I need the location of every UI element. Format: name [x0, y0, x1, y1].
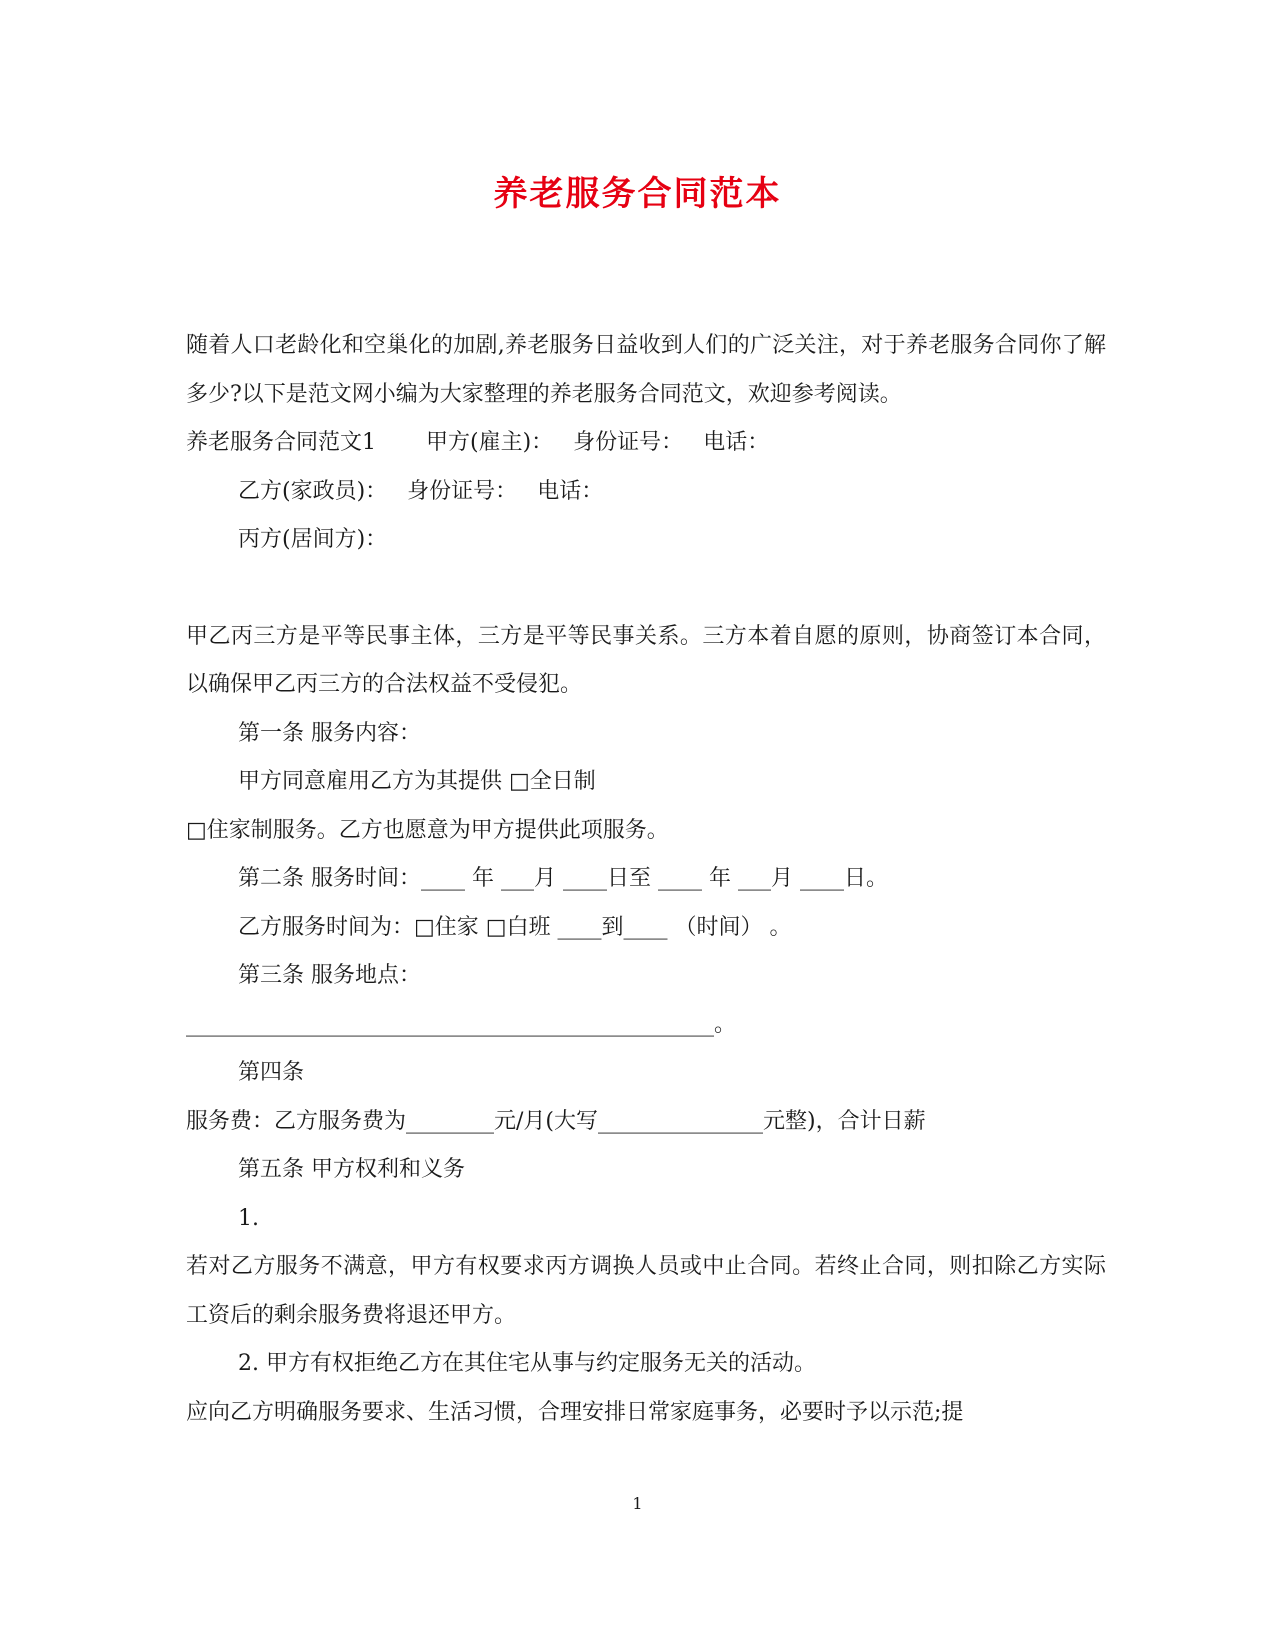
- document-body: [186, 322, 1106, 1437]
- article-1-line-2: □住家制服务。乙方也愿意为甲方提供此项服务。: [186, 817, 669, 843]
- contract-heading-line: [186, 419, 1106, 468]
- article-5-item-1: 若对乙方服务不满意，甲方有权要求丙方调换人员或中止合同。若终止合同，则扣除乙方实际工资后的剩余服务费将退还甲方。: [186, 1254, 1106, 1328]
- article-5-title: 第五条 甲方权利和义务: [238, 1157, 465, 1182]
- party-a-phone-label: 电话：: [703, 430, 770, 455]
- party-c-line: 丙方(居间方)：: [238, 527, 388, 552]
- page-number: 1: [632, 1494, 643, 1513]
- spacer: [186, 565, 1106, 613]
- party-b-line: [186, 468, 1106, 517]
- article-5-item-1-number: 1.: [238, 1205, 259, 1231]
- article-1-line-1: 甲方同意雇用乙方为其提供 □全日制: [238, 769, 596, 794]
- equality-paragraph: 甲乙丙三方是平等民事主体，三方是平等民事关系。三方本着自愿的原则，协商签订本合同，以确保甲乙丙三方的合法权益不受侵犯。: [186, 623, 1106, 697]
- intro-paragraph: 随着人口老龄化和空巢化的加剧,养老服务日益收到人们的广泛关注，对于养老服务合同你了解多少?以下是范文网小编为大家整理的养老服务合同范文，欢迎参考阅读。: [186, 333, 1106, 407]
- article-2-line: 第二条 服务时间：____ 年 ___月 ____日至 ____ 年 ___月 ____日。: [238, 866, 888, 891]
- party-b-label: 乙方(家政员)：: [238, 478, 388, 504]
- article-5-continuation: 应向乙方明确服务要求、生活习惯，合理安排日常家庭事务，必要时予以示范;提: [186, 1399, 964, 1425]
- party-b-id-label: 身份证号：: [407, 478, 518, 504]
- article-3-blank: ________________________________________________。: [186, 1011, 737, 1037]
- party-a-id-label: 身份证号：: [573, 430, 684, 455]
- article-2-detail: 乙方服务时间为：□住家 □白班 ____到____ （时间） 。: [238, 914, 792, 940]
- article-4-fee: 服务费：乙方服务费为________元/月(大写_______________元整)，合计日薪: [186, 1108, 926, 1134]
- party-a-label: 甲方(雇主)：: [426, 430, 554, 455]
- article-5-item-2: 2. 甲方有权拒绝乙方在其住宅从事与约定服务无关的活动。: [238, 1351, 816, 1376]
- article-3-title: 第三条 服务地点：: [238, 963, 421, 988]
- contract-label: 养老服务合同范文1: [186, 430, 376, 455]
- article-4-title: 第四条: [238, 1060, 305, 1085]
- document-title: 养老服务合同范本: [493, 174, 782, 214]
- party-b-phone-label: 电话：: [537, 478, 604, 504]
- article-1-title: 第一条 服务内容：: [238, 720, 421, 746]
